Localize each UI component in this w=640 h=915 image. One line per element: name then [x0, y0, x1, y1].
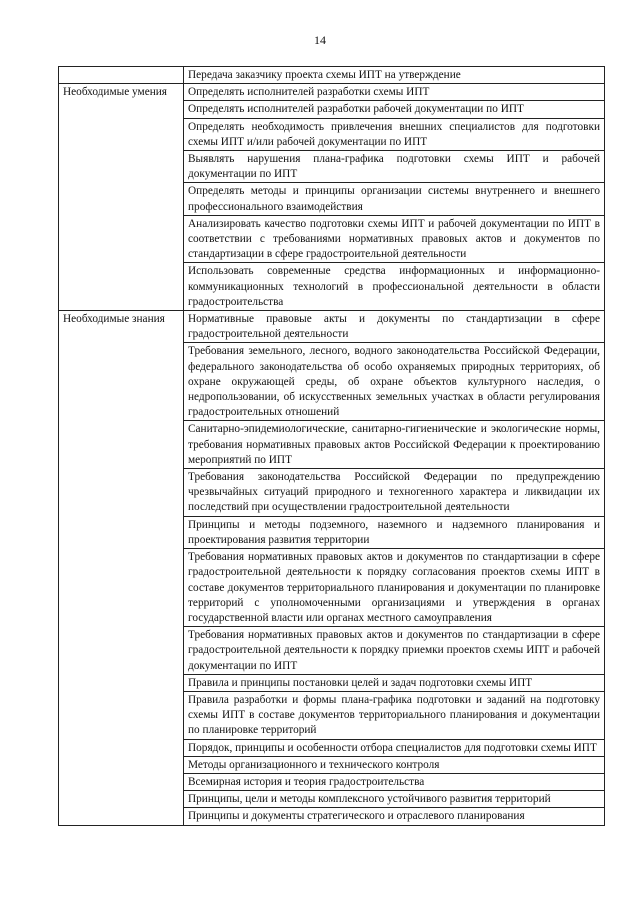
table-cell: Использовать современные средства информационных и информационно-коммуникационных технологий в профессиональной деятельности в области градостроительства — [184, 263, 605, 311]
table-row — [59, 67, 605, 84]
table-cell: Передача заказчику проекта схемы ИПТ на утверждение — [184, 67, 605, 84]
table-cell: Требования нормативных правовых актов и документов по стандартизации в сфере градостроительной деятельности к порядку приемки проектов схемы ИПТ и рабочей документации по ИПТ — [184, 627, 605, 675]
table-cell: Требования земельного, лесного, водного законодательства Российской Федерации, федерального законодательства об особо охраняемых природных территориях, об охране окружающей среды, об охране объектов культурного наследия, о недропользовании, об искусственных земельных участках в области регулирования градостроительных отношений — [184, 343, 605, 421]
table-cell: Санитарно-эпидемиологические, санитарно-гигиенические и экологические нормы, требования нормативных правовых актов Российской Федерации к проектированию мероприятий по ИПТ — [184, 421, 605, 469]
table-cell: Требования нормативных правовых актов и документов по стандартизации в сфере градостроительной деятельности к порядку согласования проектов схемы ИПТ в составе документов территориального планирования и документации по планировке территорий с уполномоченными организациями и утверждения в органах государственной власти или органах местного самоуправления — [184, 549, 605, 627]
page-number: 14 — [314, 33, 326, 47]
table-cell: Порядок, принципы и особенности отбора специалистов для подготовки схемы ИПТ — [184, 739, 605, 756]
table-cell: Принципы и документы стратегического и отраслевого планирования — [184, 808, 605, 825]
table-cell: Принципы, цели и методы комплексного устойчивого развития территорий — [184, 791, 605, 808]
table-cell: Требования законодательства Российской Федерации по предупреждению чрезвычайных ситуаций природного и техногенного характера и ликвидации их последствий при осуществлении градостроительной деятельности — [184, 469, 605, 517]
table-cell: Определять необходимость привлечения внешних специалистов для подготовки схемы ИПТ и/или рабочей документации по ИПТ — [184, 118, 605, 150]
table-cell: Методы организационного и технического контроля — [184, 756, 605, 773]
table-row — [59, 311, 605, 343]
table-cell: Правила и принципы постановки целей и задач подготовки схемы ИПТ — [184, 674, 605, 691]
group-label-skills: Необходимые умения — [59, 84, 184, 311]
group-label-empty — [59, 67, 184, 84]
table-row — [59, 84, 605, 101]
table-cell: Нормативные правовые акты и документы по стандартизации в сфере градостроительной деятельности — [184, 311, 605, 343]
table-cell: Правила разработки и формы плана-графика подготовки и заданий на подготовку схемы ИПТ в составе документов территориального планирования и документации по планировке территорий — [184, 691, 605, 739]
table-cell: Определять исполнителей разработки схемы ИПТ — [184, 84, 605, 101]
competency-table — [58, 66, 605, 826]
table-cell: Определять методы и принципы организации системы внутреннего и внешнего профессионального взаимодействия — [184, 183, 605, 215]
table-cell: Выявлять нарушения плана-графика подготовки схемы ИПТ и рабочей документации по ИПТ — [184, 151, 605, 183]
table-cell: Принципы и методы подземного, наземного и надземного планирования и проектирования развития территории — [184, 516, 605, 548]
table-cell: Определять исполнителей разработки рабочей документации по ИПТ — [184, 101, 605, 118]
table-cell: Всемирная история и теория градостроительства — [184, 773, 605, 790]
table-cell: Анализировать качество подготовки схемы ИПТ и рабочей документации по ИПТ в соответствии с требованиями нормативных правовых актов и документов по стандартизации в сфере градостроительной деятельности — [184, 215, 605, 263]
group-label-knowledge: Необходимые знания — [59, 311, 184, 826]
